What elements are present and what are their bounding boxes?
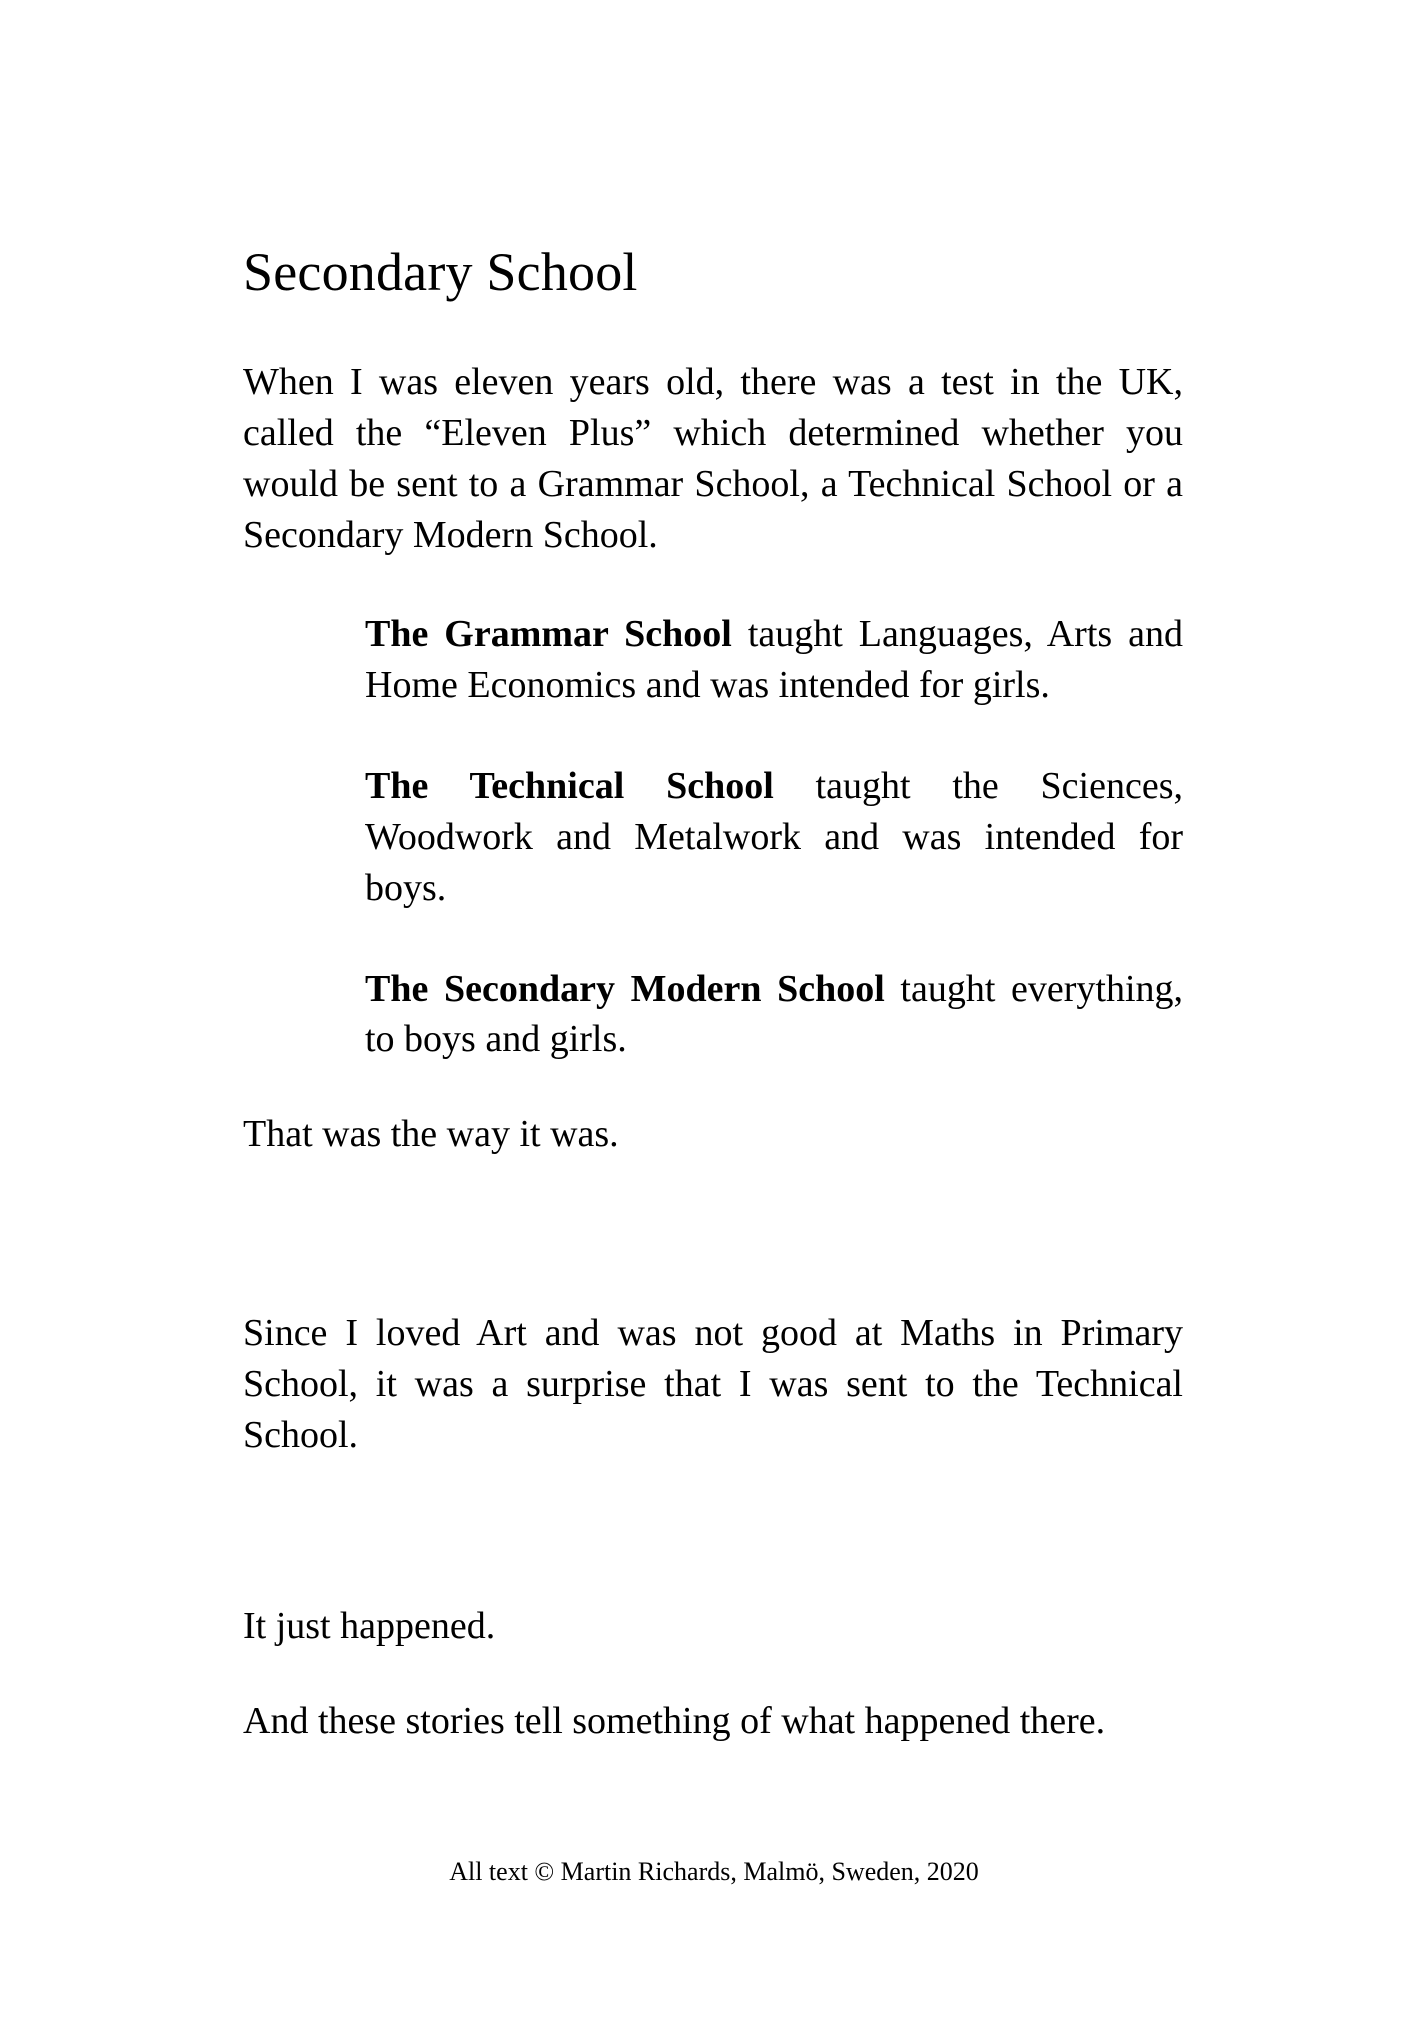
and-these-stories-paragraph: And these stories tell something of what happened there. [243, 1699, 1106, 1742]
it-just-happened-paragraph: It just happened. [243, 1604, 496, 1647]
list-item-technical-school [365, 711, 1183, 914]
list-item-secondary-modern-school [365, 914, 1183, 1066]
grammar-school-label: The Grammar School [365, 613, 732, 656]
list-item-grammar-school [365, 609, 1183, 711]
intro-paragraph: When I was eleven years old, there was a test in the UK, called the “Eleven Plus” which determined whether you would be sent to a Grammar School, a Technical School or a Secondary Modern School. [243, 361, 1183, 557]
grammar-school-description: taught Languages, Arts and Home Economics and was intended for girls. [365, 613, 1184, 706]
since-i-loved-art-paragraph: Since I loved Art and was not good at Maths in Primary School, it was a surprise that I was sent to the Technical School. [243, 1312, 1183, 1457]
paragraph-spacer-two [243, 1461, 1183, 1557]
copyright-footer: All text © Martin Richards, Malmö, Sweden, 2020 [449, 1857, 979, 1886]
technical-school-label: The Technical School [365, 764, 774, 807]
document-content [243, 0, 1183, 1747]
technical-school-description: taught the Sciences, Woodwork and Metalwork and was intended for boys. [365, 764, 1183, 909]
that-was-the-way-paragraph: That was the way it was. [243, 1113, 619, 1156]
school-list [243, 561, 1183, 1065]
secondary-modern-school-description: taught everything, to boys and girls. [365, 967, 1184, 1061]
page-title: Secondary School [243, 242, 638, 302]
secondary-modern-school-label: The Secondary Modern School [365, 967, 885, 1010]
paragraph-spacer-one [243, 1160, 1183, 1264]
